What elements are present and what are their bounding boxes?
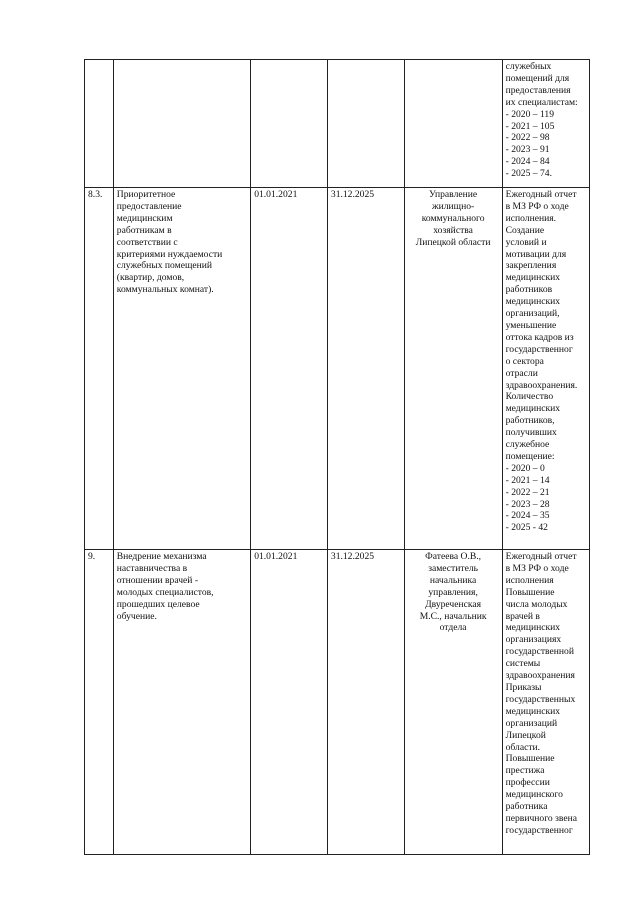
text-line: обучение. [116, 610, 157, 622]
text-line: условий и [505, 236, 547, 248]
text-line: первичного звена [505, 812, 578, 824]
text-line: системы [505, 658, 541, 670]
text-line: Ежегодный отчет [505, 551, 577, 562]
cell-result [502, 188, 589, 550]
text-line: помещений для [505, 72, 570, 84]
table-row [85, 60, 590, 188]
table-row [85, 550, 590, 855]
text-line: в МЗ РФ о ходе [505, 200, 569, 212]
text-line: - 2020 – 0 [505, 462, 545, 474]
text-line: исполнения [505, 574, 554, 586]
text-line: в МЗ РФ о ходе [505, 562, 569, 574]
cell-result [502, 60, 589, 188]
text-line: медицинским [116, 212, 173, 224]
text-line: хозяйства [433, 224, 473, 236]
text-line: М.С., начальник [419, 610, 487, 622]
text-line: Повышение [505, 753, 555, 765]
text-line: критериями нуждаемости [116, 248, 223, 260]
text-line: - 2025 – 74. [505, 168, 552, 180]
text-line: предоставления [505, 84, 571, 96]
text-line: - 2024 – 35 [505, 510, 550, 522]
text-line: коммунальных комнат). [116, 284, 214, 296]
text-line: здравоохранения [505, 670, 575, 682]
text-line: престижа [505, 765, 545, 777]
text-line: Приоритетное [116, 189, 176, 200]
text-line: государственног [505, 343, 573, 355]
text-line: - 2025 - 42 [505, 522, 548, 534]
text-line: Фатеева О.В., [425, 551, 482, 562]
text-line: государственног [505, 824, 573, 836]
text-line: мотивации для [505, 248, 567, 260]
text-line: отдела [439, 622, 467, 634]
text-line: области. [505, 741, 541, 753]
text-line: Внедрение механизма [116, 551, 207, 562]
text-line: организаций [505, 717, 558, 729]
text-line: профессии [505, 777, 550, 789]
text-line: жилищно- [432, 200, 475, 212]
text-line: Ежегодный отчет [505, 189, 577, 200]
text-line: служебное [505, 439, 550, 451]
cell-event-name [113, 188, 250, 550]
text-line: о сектора [505, 355, 544, 367]
text-line: медицинских [505, 705, 561, 717]
text-line: уменьшение [505, 319, 557, 331]
cell-result [502, 550, 589, 855]
cell-event-name [113, 60, 250, 188]
text-line: отношении врачей - [116, 574, 199, 586]
text-line: (квартир, домов, [116, 272, 185, 284]
text-line: работникам в [116, 224, 172, 236]
text-line: работников [505, 284, 553, 296]
text-line: отрасли [505, 367, 538, 379]
text-line: управления, [428, 586, 478, 598]
text-line: медицинского [505, 789, 563, 801]
cell-responsible [404, 60, 502, 188]
text-line: служебных помещений [116, 260, 213, 272]
cell-number [85, 60, 114, 188]
text-line: их специалистам: [505, 96, 578, 108]
text-line: медицинских [505, 622, 561, 634]
text-line: Повышение [505, 586, 555, 598]
text-line: молодых специалистов, [116, 586, 214, 598]
text-line: - 2022 – 98 [505, 132, 550, 144]
cell-start-date [251, 60, 328, 188]
text-line: - 2022 – 21 [505, 486, 550, 498]
text-line: работников, [505, 415, 555, 427]
text-line: помещение: [505, 450, 555, 462]
text-line: Липецкой [505, 729, 546, 741]
cell-number: 8.3. [85, 188, 114, 550]
text-line: - 2020 – 119 [505, 108, 555, 120]
text-line: наставничества в [116, 562, 188, 574]
text-line: Липецкой области [415, 236, 491, 248]
text-line: медицинских [505, 272, 561, 284]
text-line: Приказы [505, 681, 542, 693]
text-line: - 2023 – 28 [505, 498, 550, 510]
text-line: - 2023 – 91 [505, 144, 550, 156]
text-line: предоставление [116, 200, 182, 212]
text-line: организациях [505, 634, 562, 646]
text-line: начальника [429, 574, 477, 586]
text-line: - 2024 – 84 [505, 156, 550, 168]
text-line: Создание [505, 224, 545, 236]
cell-end-date: 31.12.2025 [327, 188, 404, 550]
text-line: здравоохранения. [505, 379, 578, 391]
text-line: числа молодых [505, 598, 568, 610]
table-row [85, 188, 590, 550]
text-line: исполнения. [505, 212, 557, 224]
text-line: Управление [429, 189, 478, 200]
cell-start-date: 01.01.2021 [251, 188, 328, 550]
cell-responsible [404, 188, 502, 550]
text-line: - 2021 – 105 [505, 120, 555, 132]
text-line: Количество [505, 391, 554, 403]
text-line: соответствии с [116, 236, 178, 248]
text-line: медицинских [505, 296, 561, 308]
cell-start-date: 01.01.2021 [251, 550, 328, 855]
text-line: врачей в [505, 610, 540, 622]
text-line: прошедших целевое [116, 598, 200, 610]
cell-responsible [404, 550, 502, 855]
events-table [84, 59, 590, 855]
text-line: государственных [505, 693, 576, 705]
text-line: государственной [505, 646, 574, 658]
text-line: - 2021 – 14 [505, 474, 550, 486]
cell-end-date [327, 60, 404, 188]
text-line: оттока кадров из [505, 331, 574, 343]
cell-number: 9. [85, 550, 114, 855]
text-line: получивших [505, 427, 557, 439]
text-line: организаций, [505, 308, 560, 320]
cell-event-name [113, 550, 250, 855]
text-line: работника [505, 801, 548, 813]
text-line: служебных [505, 61, 552, 72]
text-line: Двуреченская [425, 598, 482, 610]
text-line: медицинских [505, 403, 561, 415]
text-line: заместитель [428, 562, 479, 574]
text-line: коммунального [421, 212, 485, 224]
cell-end-date: 31.12.2025 [327, 550, 404, 855]
text-line: закрепления [505, 260, 557, 272]
